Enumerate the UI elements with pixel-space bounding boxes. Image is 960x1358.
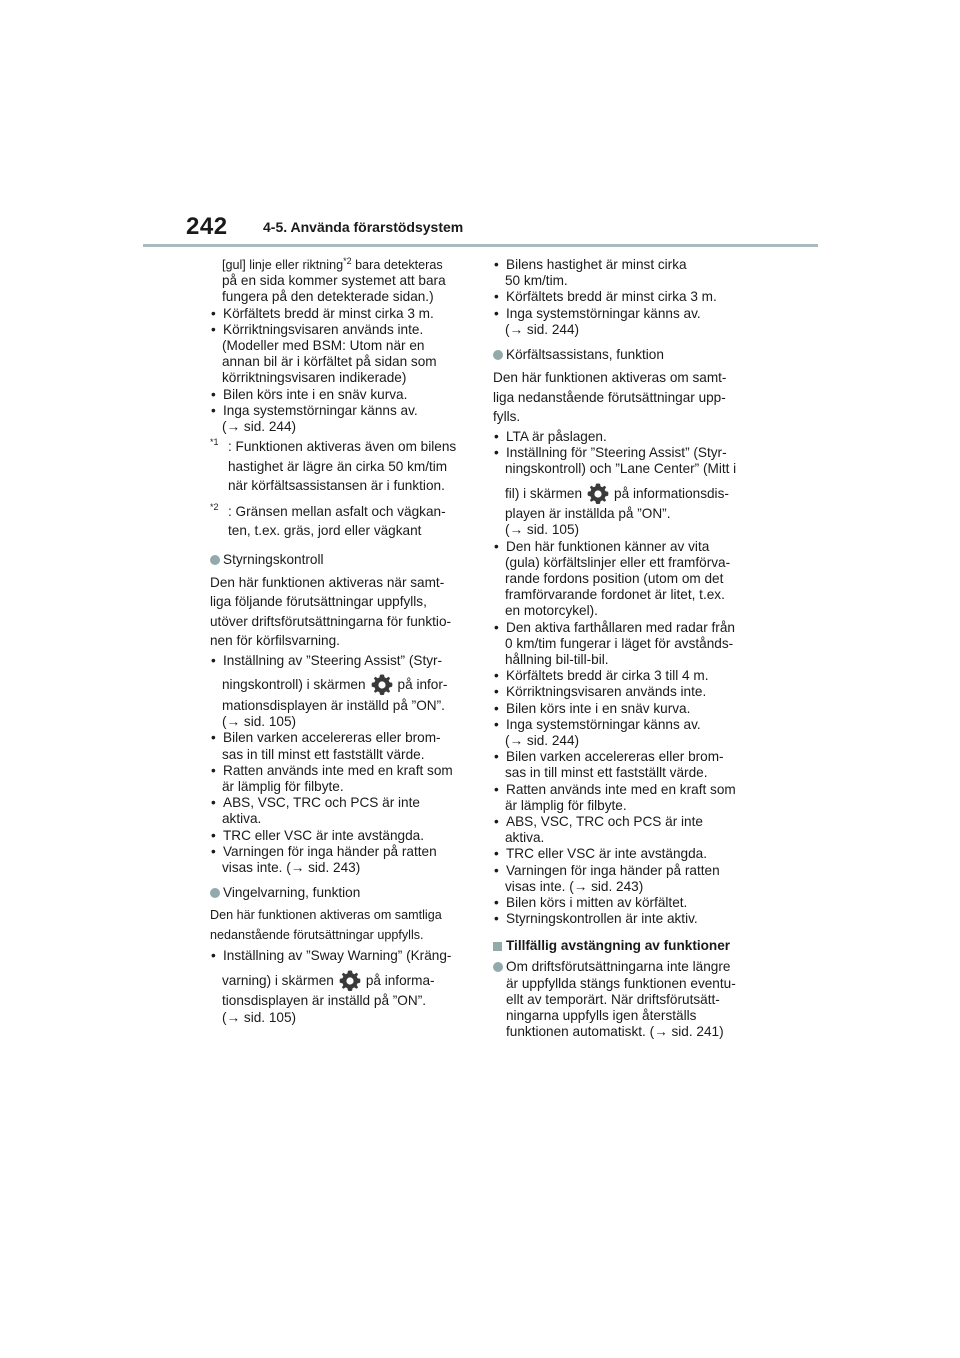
paragraph-line: nen för körfilsvarning. [210, 633, 340, 649]
intro-line: på en sida kommer systemet att bara [222, 273, 446, 289]
footnote-2: $^{*2}$ : Gränsen mellan asfalt och vägkan- ten, t.ex. gräs, jord eller vägkant [210, 501, 446, 539]
list-item: • TRC eller VSC är inte avstängda. [211, 827, 424, 843]
list-item-cont: är uppfyllda stängs funktionen eventu- [506, 975, 736, 991]
footnote-1: $^{*1}$ : Funktionen aktiveras även om bilens hastighet är lägre än cirka 50 km/tim när körfältsassistansen är i funktion. [210, 437, 457, 494]
list-item: • Inställning av ”Steering Assist” (Styr- [211, 652, 443, 668]
list-item: • Bilen varken accelereras eller brom- [211, 730, 441, 746]
section-heading: Körfältsassistans, funktion [493, 346, 758, 364]
right-column [493, 257, 758, 1040]
list-item: • Körriktningsvisaren används inte. [211, 321, 424, 337]
bullet-square-icon [493, 942, 502, 951]
page-reference-link[interactable]: (→ sid. 105) [222, 714, 297, 730]
list-item: • Ratten används inte med en kraft som [211, 762, 453, 778]
gear-icon [338, 969, 362, 993]
list-item-cont: ningskontroll) i skärmen på infor- [210, 673, 468, 698]
page-reference-link[interactable]: (→ sid. 105) [222, 1009, 297, 1025]
header-divider [143, 244, 818, 247]
list-item: • Inga systemstörningar känns av. [494, 305, 701, 321]
paragraph-line: Den här funktionen aktiveras när samt- [210, 574, 445, 590]
page-reference-link[interactable]: visas inte. (→ sid. 243) [222, 859, 361, 875]
list-item-cont: 0 km/tim fungerar i läget för avstånds- [505, 635, 734, 651]
list-item-cont: funktionen automatiskt. (→ sid. 241) [506, 1024, 724, 1040]
gear-icon [370, 673, 394, 697]
page-reference-link[interactable]: visas inte. (→ sid. 243) [505, 878, 644, 894]
list-item: • Inställning för ”Steering Assist” (Styr- [494, 444, 727, 460]
list-item-cont: aktiva. [222, 811, 262, 827]
list-item: • Varningen för inga händer på ratten [494, 862, 720, 878]
paragraph-line: liga nedanstående förutsättningar upp- [493, 389, 726, 405]
list-item: • Varningen för inga händer på ratten [211, 843, 437, 859]
section-title: 4-5. Använda förarstödsystem [263, 219, 464, 235]
list-item: • Den här funktionen känner av vita [494, 538, 710, 554]
list-item-cont: tionsdisplayen är inställd på ”ON”. [222, 993, 426, 1009]
list-item: • TRC eller VSC är inte avstängda. [494, 846, 707, 862]
section-heading: Styrningskontroll [210, 551, 468, 569]
list-item: • Körfältets bredd är minst cirka 3 m. [494, 289, 717, 305]
list-item-cont: sas in till minst ett fastställt värde. [505, 765, 708, 781]
list-item: • Bilen körs i mitten av körfältet. [494, 895, 688, 910]
list-item-cont: är lämplig för filbyte. [505, 797, 627, 813]
gear-icon [586, 482, 610, 506]
list-item: • Inställning av ”Sway Warning” (Kräng- [211, 948, 452, 964]
list-item: • Bilens hastighet är minst cirka [494, 257, 687, 272]
list-item-cont: aktiva. [505, 830, 545, 846]
list-item-cont: är lämplig för filbyte. [222, 778, 344, 794]
list-item-cont: varning) i skärmen på informa- [210, 968, 468, 993]
paragraph-line: nedanstående förutsättningar uppfylls. [210, 927, 424, 942]
bullet-dot-icon [493, 962, 503, 972]
intro-line: [gul] linje eller riktning$^{*2}$ bara detekteras [222, 256, 443, 272]
list-item: • Körfältets bredd är minst cirka 3 m. [211, 305, 434, 321]
list-item-cont: (Modeller med BSM: Utom när en [222, 338, 425, 354]
list-item-cont: sas in till minst ett fastställt värde. [222, 746, 425, 762]
list-item-cont: körriktningsvisaren indikerade) [222, 370, 407, 386]
list-item: • Bilen körs inte i en snäv kurva. [211, 386, 408, 402]
list-item-cont: hållning bil-till-bil. [505, 651, 609, 667]
list-item: • Ratten används inte med en kraft som [494, 781, 736, 797]
list-item: • Körfältets bredd är cirka 3 till 4 m. [494, 668, 709, 684]
list-item-cont: mationsdisplayen är inställd på ”ON”. [222, 697, 445, 713]
list-item-cont: rande fordons position (utom om det [505, 570, 724, 586]
page-reference-link[interactable]: (→ sid. 244) [222, 419, 297, 435]
list-item-cont: framförvarande fordonet är litet, t.ex. [505, 587, 725, 603]
list-item: • Styrningskontrollen är inte aktiv. [494, 911, 698, 927]
page-reference-link[interactable]: (→ sid. 244) [505, 321, 580, 337]
list-item: • Körriktningsvisaren används inte. [494, 684, 707, 700]
list-item: • Bilen körs inte i en snäv kurva. [494, 700, 691, 716]
list-item-cont: playen är inställda på ”ON”. [505, 506, 671, 522]
intro-line: fungera på den detekterade sidan.) [222, 289, 434, 305]
list-item: • LTA är påslagen. [494, 428, 607, 444]
section-heading: Tillfällig avstängning av funktioner [493, 937, 758, 955]
list-item-cont: ellt av temporärt. När driftsförutsätt- [506, 991, 720, 1007]
bullet-dot-icon [210, 888, 220, 898]
page-reference-link[interactable]: (→ sid. 105) [505, 522, 580, 538]
list-item: • Bilen varken accelereras eller brom- [494, 749, 724, 765]
list-item: • Den aktiva farthållaren med radar från [494, 619, 735, 635]
list-item-cont: ningskontroll) och ”Lane Center” (Mitt i [505, 460, 737, 476]
section-heading: Vingelvarning, funktion [210, 884, 468, 902]
paragraph-line: liga följande förutsättningar uppfylls, [210, 594, 427, 610]
paragraph-line: fylls. [493, 409, 521, 425]
list-item-cont: fil) i skärmen på informationsdis- [493, 481, 758, 506]
list-item: • Inga systemstörningar känns av. [211, 402, 418, 418]
list-item-cont: 50 km/tim. [505, 273, 568, 289]
list-item: Om driftsförutsättningarna inte längre [493, 959, 758, 975]
list-item-cont: annan bil är i körfältet på sidan som [222, 354, 437, 370]
left-column [210, 257, 468, 1026]
paragraph-line: Den här funktionen aktiveras om samtliga [210, 908, 442, 923]
bullet-dot-icon [493, 350, 503, 360]
list-item-cont: (gula) körfältslinjer eller ett framförva- [505, 554, 731, 570]
bullet-dot-icon [210, 555, 220, 565]
list-item: • ABS, VSC, TRC och PCS är inte [494, 813, 703, 829]
page-number: 242 [186, 213, 228, 240]
page-reference-link[interactable]: (→ sid. 244) [505, 732, 580, 748]
list-item-cont: ningarna uppfylls igen återställs [506, 1008, 697, 1024]
list-item: • ABS, VSC, TRC och PCS är inte [211, 795, 420, 811]
list-item: • Inga systemstörningar känns av. [494, 716, 701, 732]
list-item-cont: en motorcykel). [505, 603, 598, 619]
paragraph-line: utöver driftsförutsättningarna för funktio- [210, 613, 452, 629]
paragraph-line: Den här funktionen aktiveras om samt- [493, 370, 727, 386]
